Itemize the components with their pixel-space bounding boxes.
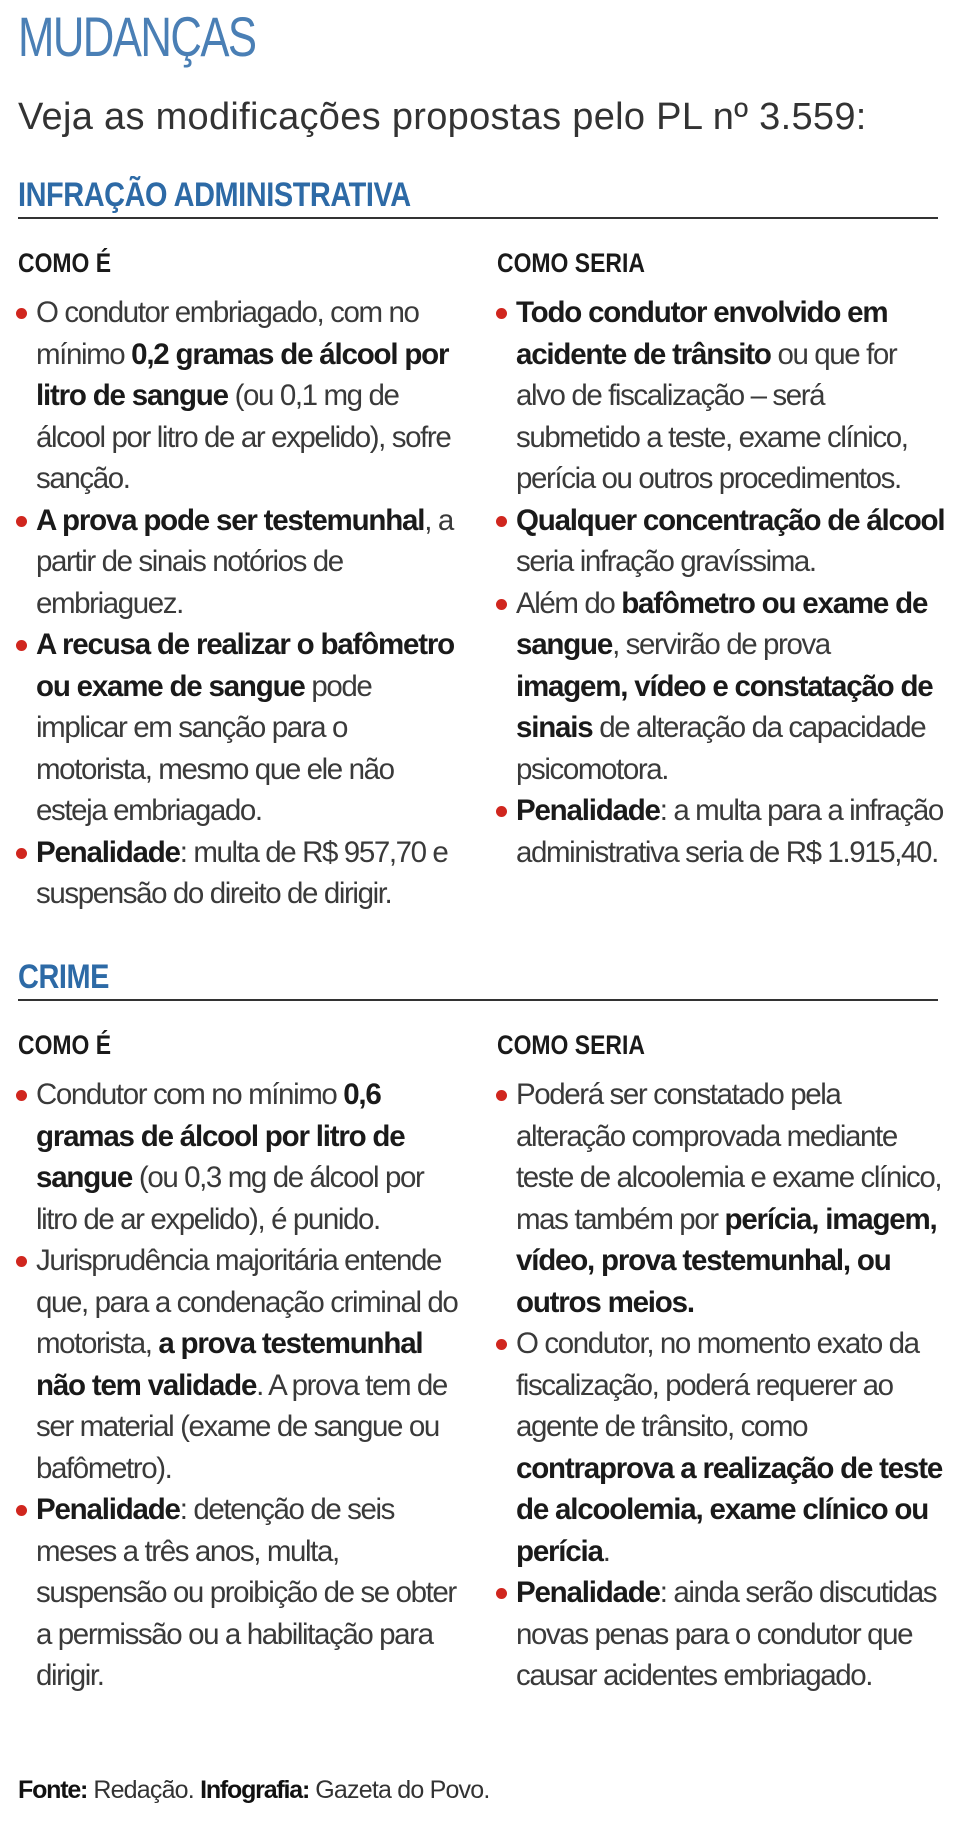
- bullet-item: [494, 1572, 946, 1697]
- bullet-text: Além do: [516, 586, 622, 620]
- bullet-text-bold: 0,2 gramas de álcool por litro de sangue: [36, 337, 449, 412]
- bullet-dot-icon: [496, 806, 507, 817]
- bullet-text-bold: Penalidade: [36, 1493, 180, 1526]
- bullet-text-bold: 0,6 gramas de álcool por litro de sangue: [36, 1078, 405, 1194]
- bullet-text: O condutor embriagado, com no mínimo: [36, 296, 419, 371]
- bullet-dot-icon: [16, 640, 27, 651]
- bullet-text: : a multa para a infração administrativa seria de R$ 1.915,40.: [516, 794, 943, 869]
- bullet-text: pode implicar em sanção para o motorista, mesmo que ele não esteja embriagado.: [36, 669, 394, 827]
- bullet-item: [14, 500, 466, 625]
- bullet-text: : ainda serão discutidas novas penas para o condutor que causar acidentes embriagado.: [516, 1576, 937, 1692]
- bullet-item: [494, 1323, 946, 1572]
- section-heading-infracao: INFRAÇÃO ADMINISTRATIVA: [18, 176, 938, 219]
- bullet-text: ou que for alvo de fiscalização – será submetido a teste, exame clínico, perícia ou outros procedimentos.: [516, 337, 908, 495]
- bullet-item: [14, 1074, 466, 1240]
- bullet-text: : multa de R$ 957,70 e suspensão do direito de dirigir.: [36, 835, 448, 910]
- bullet-text: seria infração gravíssima.: [516, 545, 816, 578]
- bullet-dot-icon: [16, 1505, 27, 1516]
- bullet-item: [494, 790, 946, 873]
- bullet-item: [14, 624, 466, 832]
- bullet-dot-icon: [16, 848, 27, 859]
- bullet-dot-icon: [496, 599, 507, 610]
- bullet-text: (ou 0,1 mg de álcool por litro de ar expelido), sofre sanção.: [36, 379, 451, 495]
- crime-como-e-list: [14, 1074, 466, 1697]
- bullet-text: de alteração da capacidade psicomotora.: [516, 711, 926, 786]
- bullet-item: [14, 832, 466, 915]
- bullet-text-bold: Qualquer concentração de álcool: [516, 503, 945, 537]
- bullet-dot-icon: [496, 1090, 507, 1101]
- bullet-text: , servirão de prova: [612, 628, 830, 661]
- bullet-item: [494, 292, 946, 500]
- bullet-text: Condutor com no mínimo: [36, 1078, 344, 1111]
- bullet-text-bold: a prova testemunhal não tem validade: [36, 1327, 423, 1402]
- bullet-text-bold: bafômetro ou exame de sangue: [516, 586, 928, 661]
- bullet-text-bold: A prova pode ser testemunhal: [36, 503, 425, 537]
- bullet-text: (ou 0,3 mg de álcool por litro de ar expelido), é punido.: [36, 1161, 424, 1236]
- column-heading-como-e: COMO É: [18, 1030, 112, 1060]
- bullet-text-bold: A recusa de realizar o bafômetro ou exame de sangue: [36, 628, 454, 703]
- bullet-text: , a partir de sinais notórios de embriaguez.: [36, 503, 453, 620]
- infracao-como-e-list: [14, 292, 466, 915]
- infographic-label: Infografia:: [200, 1776, 310, 1804]
- column-heading-como-seria: COMO SERIA: [497, 1030, 645, 1060]
- bullet-dot-icon: [16, 1090, 27, 1101]
- bullet-dot-icon: [16, 1256, 27, 1267]
- source-label: Fonte:: [18, 1776, 88, 1804]
- footer-credits: [18, 1776, 490, 1805]
- bullet-dot-icon: [496, 1588, 507, 1599]
- crime-como-seria-list: [494, 1074, 946, 1697]
- bullet-text-bold: contraprova a realização de teste de alcoolemia, exame clínico ou perícia: [516, 1451, 943, 1568]
- bullet-dot-icon: [496, 516, 507, 527]
- bullet-text: Poderá ser constatado pela alteração comprovada mediante teste de alcoolemia e exame clínico, mas também por: [516, 1078, 942, 1236]
- source-value: Redação.: [87, 1776, 194, 1804]
- bullet-dot-icon: [16, 308, 27, 319]
- bullet-item: [14, 292, 466, 500]
- page-subtitle: Veja as modificações propostas pelo PL nº 3.559:: [18, 96, 867, 138]
- bullet-text: .: [602, 1534, 610, 1568]
- bullet-dot-icon: [496, 308, 507, 319]
- infracao-como-seria-list: [494, 292, 946, 873]
- bullet-dot-icon: [496, 1339, 507, 1350]
- bullet-text-bold: imagem, vídeo e constatação de sinais: [516, 669, 933, 744]
- bullet-item: [14, 1489, 466, 1697]
- column-heading-como-e: COMO É: [18, 248, 112, 278]
- bullet-text-bold: Penalidade: [36, 835, 180, 869]
- bullet-text-bold: Todo condutor envolvido em acidente de trânsito: [516, 296, 888, 371]
- bullet-dot-icon: [16, 516, 27, 527]
- bullet-text: Jurisprudência majoritária entende que, para a condenação criminal do motorista,: [36, 1244, 458, 1360]
- column-heading-como-seria: COMO SERIA: [497, 248, 645, 278]
- infographic-value: Gazeta do Povo.: [309, 1776, 490, 1804]
- bullet-text-bold: Penalidade: [516, 794, 660, 827]
- bullet-text-bold: Penalidade: [516, 1576, 660, 1609]
- page-title: MUDANÇAS: [18, 5, 256, 68]
- bullet-text: . A prova tem de ser material (exame de sangue ou bafômetro).: [36, 1368, 447, 1485]
- bullet-item: [494, 500, 946, 583]
- bullet-text: : detenção de seis meses a três anos, multa, suspensão ou proibição de se obter a permissão ou a habilitação para dirigir.: [36, 1493, 456, 1692]
- bullet-text-bold: perícia, imagem, vídeo, prova testemunhal, ou outros meios.: [516, 1202, 937, 1319]
- bullet-text: O condutor, no momento exato da fiscalização, poderá requerer ao agente de trânsito, como: [516, 1327, 919, 1443]
- bullet-item: [494, 1074, 946, 1323]
- bullet-item: [14, 1240, 466, 1489]
- bullet-item: [494, 583, 946, 791]
- section-heading-crime: CRIME: [18, 958, 938, 1001]
